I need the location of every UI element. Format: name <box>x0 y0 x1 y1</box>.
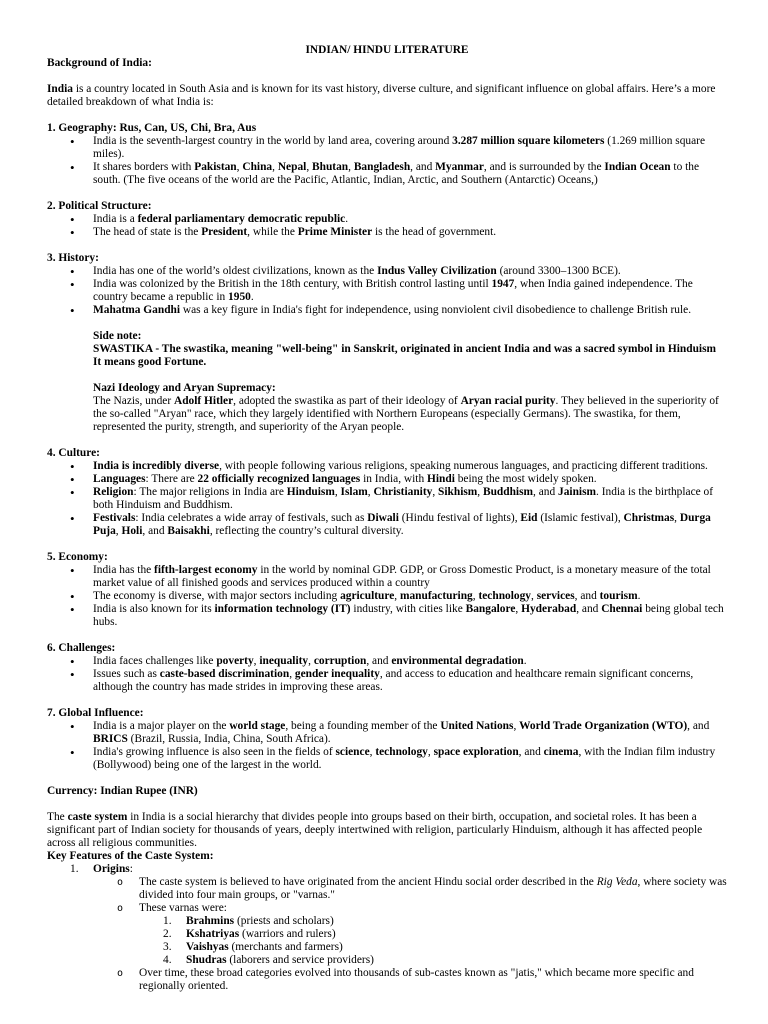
currency-heading: Currency: Indian Rupee (INR) <box>47 785 198 797</box>
text-run: . <box>250 291 254 303</box>
bullet-item <box>93 668 727 694</box>
text-run: , and <box>142 525 168 537</box>
text-run: (around 3300–1300 BCE). <box>496 265 621 277</box>
text-run: , <box>253 655 260 667</box>
text-run: . They believed in the superiority of the so-called "Aryan" race, which they largely identified with Northern Europeans (especially Germans). The swastika, for them, represented the purity, strength, and superiority of the Aryan people. <box>93 395 719 433</box>
text-run: , <box>432 486 439 498</box>
text-run: , when India gained independence. The country became a republic in <box>93 278 693 303</box>
bullet-item <box>93 486 727 512</box>
text-run: Hinduism <box>286 486 335 498</box>
text-run: cinema <box>543 746 579 758</box>
text-run: India is a major player on the <box>93 720 230 732</box>
text-run: , and <box>518 746 544 758</box>
text-run: in India, with <box>360 473 428 485</box>
text-run: caste system <box>67 811 128 823</box>
text-run: poverty <box>216 655 254 667</box>
varna-number: 2. <box>163 928 172 940</box>
text-run: in India is a social hierarchy that divides people into groups based on their birth, occupation, and societal roles. It has been a significant part of Indian society for thousands of years, deeply intertwined with religion, particularly Hinduism, although it has affected people across all religious communities. <box>47 811 703 849</box>
text-run: (Hindu festival of lights), <box>398 512 521 524</box>
text-run: agriculture <box>340 590 395 602</box>
bullet-item <box>93 304 727 317</box>
text-run: in the world by nominal GDP. GDP, or Gross Domestic Product, is a monetary measure of the total market value of all finished goods and services produced within a country <box>93 564 711 589</box>
text-run: Mahatma Gandhi <box>93 304 181 316</box>
document-title: INDIAN/ HINDU LITERATURE <box>305 44 469 56</box>
varna-item <box>163 928 727 941</box>
varna-description: (merchants and farmers) <box>228 941 343 953</box>
text-run: , <box>289 668 295 680</box>
text-run: technology <box>375 746 428 758</box>
section-heading: 1. Geography: Rus, Can, US, Chi, Bra, Aus <box>47 122 257 134</box>
section-heading: 7. Global Influence: <box>47 707 144 719</box>
text-run: Bangladesh <box>353 161 411 173</box>
bullet-item <box>93 226 727 239</box>
bullet-list <box>47 135 727 187</box>
text-run: caste-based discrimination <box>159 668 290 680</box>
text-run: , <box>115 525 122 537</box>
bullet-item <box>93 161 727 187</box>
text-run: corruption <box>313 655 367 667</box>
text-run: : There are <box>145 473 198 485</box>
bullet-list <box>47 460 727 538</box>
text-run: , <box>348 161 354 173</box>
text-run: Prime Minister <box>297 226 373 238</box>
section-heading: 2. Political Structure: <box>47 200 152 212</box>
origins-sub-item <box>117 967 727 993</box>
text-run: India <box>47 83 73 95</box>
text-run: Bhutan <box>312 161 349 173</box>
bullet-item <box>93 655 727 668</box>
sections-container <box>47 122 727 772</box>
text-run: , <box>369 746 376 758</box>
varna-number: 4. <box>163 954 172 966</box>
text-run: fifth-largest economy <box>154 564 258 576</box>
text-run: Nepal <box>277 161 307 173</box>
text-run: tourism <box>599 590 638 602</box>
text-run: Islam <box>340 486 368 498</box>
text-run: Issues such as <box>93 668 160 680</box>
text-run: gender inequality <box>294 668 380 680</box>
text-run: is a country located in South Asia and is known for its vast history, diverse culture, and significant influence on global affairs. Here’s a more detailed breakdown of what India is: <box>47 83 716 108</box>
text-run: inequality <box>259 655 309 667</box>
text-run: , <box>308 655 314 667</box>
text-run: science <box>335 746 370 758</box>
text-run: , <box>236 161 243 173</box>
text-run: technology <box>478 590 531 602</box>
text-run: India faces challenges like <box>93 655 217 667</box>
text-run: Rig Veda <box>596 876 638 888</box>
text-run: environmental degradation <box>391 655 524 667</box>
text-run: Christianity <box>373 486 433 498</box>
text-run: , and is surrounded by the <box>483 161 605 173</box>
bullet-item <box>93 720 727 746</box>
text-run: , <box>272 161 278 173</box>
text-run: India's growing influence is also seen in the fields of <box>93 746 336 758</box>
bullet-item <box>93 590 727 603</box>
text-run: United Nations <box>440 720 514 732</box>
text-run: India has the <box>93 564 155 576</box>
bullet-item <box>93 278 727 304</box>
text-run: (Brazil, Russia, India, China, South Africa). <box>127 733 331 745</box>
text-run: , reflecting the country’s cultural diversity. <box>209 525 404 537</box>
section-heading: 3. History: <box>47 252 99 264</box>
text-run: , <box>530 590 537 602</box>
text-run: The head of state is the <box>93 226 202 238</box>
text-run: is the head of government. <box>372 226 497 238</box>
text-run: , and <box>574 590 600 602</box>
text-run: India is also known for its <box>93 603 215 615</box>
varna-description: (laborers and service providers) <box>226 954 374 966</box>
text-run: , <box>306 161 313 173</box>
text-run: The caste system is believed to have originated from the ancient Hindu social order described in the <box>139 876 597 888</box>
text-run: Baisakhi <box>167 525 210 537</box>
text-run: Holi <box>121 525 143 537</box>
bullet-item <box>93 265 727 278</box>
text-run: (Islamic festival), <box>537 512 624 524</box>
section-heading: 6. Challenges: <box>47 642 116 654</box>
origins-number: 1. <box>70 863 79 875</box>
text-run: Jainism <box>558 486 597 498</box>
text-run: , where society was divided into four main groups, or "varnas." <box>139 876 727 901</box>
text-run: Religion <box>93 486 134 498</box>
text-run: space exploration <box>433 746 519 758</box>
origins-sub-item <box>117 876 727 902</box>
text-run: 1950 <box>228 291 251 303</box>
text-run: Bangalore <box>465 603 516 615</box>
text-run: Hindi <box>427 473 455 485</box>
sub-bullet-marker: o <box>117 903 124 914</box>
varna-description: (priests and scholars) <box>234 915 334 927</box>
varna-item <box>163 941 727 954</box>
text-run: , and <box>687 720 710 732</box>
text-run: being global tech hubs. <box>93 603 724 628</box>
background-heading: Background of India: <box>47 57 152 69</box>
text-run: Eid <box>520 512 538 524</box>
text-run: , and access to education and healthcare remain significant concerns, although the country has made strides in improving these areas. <box>93 668 694 693</box>
text-run: Hyderabad <box>521 603 577 615</box>
text-run: , <box>513 720 520 732</box>
text-run: , with the Indian film industry (Bollywood) being one of the largest in the world. <box>93 746 716 771</box>
text-run: . <box>637 590 641 602</box>
text-run: (1.269 million square miles). <box>93 135 706 160</box>
text-run: India is the seventh-largest country in the world by land area, covering around <box>93 135 453 147</box>
varna-name: Kshatriyas <box>186 928 240 940</box>
varna-number: 1. <box>163 915 172 927</box>
text-run: . <box>523 655 527 667</box>
text-run: Pakistan <box>194 161 237 173</box>
bullet-item <box>93 746 727 772</box>
text-run: Chennai <box>601 603 643 615</box>
text-run: President <box>201 226 248 238</box>
text-run: Festivals <box>93 512 136 524</box>
note-body <box>93 395 727 434</box>
text-run: Over time, these broad categories evolved into thousands of sub-castes known as "jatis," which became more specific and regionally oriented. <box>139 967 694 992</box>
text-run: : The major religions in India are <box>133 486 287 498</box>
text-run: The Nazis, under <box>93 395 174 407</box>
text-run: China <box>242 161 273 173</box>
section-heading: 5. Economy: <box>47 551 108 563</box>
text-run: , <box>515 603 522 615</box>
document-body <box>47 44 727 993</box>
text-run: Christmas <box>623 512 675 524</box>
text-run: information technology (IT) <box>214 603 351 615</box>
sub-bullet-marker: o <box>117 877 124 888</box>
text-run: Indian Ocean <box>604 161 671 173</box>
bullet-list <box>47 720 727 772</box>
text-run: . India is the birthplace of both Hinduism and Buddhism. <box>93 486 714 511</box>
text-run: , <box>334 486 341 498</box>
note-body <box>93 343 727 369</box>
text-run: India is incredibly diverse <box>93 460 220 472</box>
text-run: manufacturing <box>399 590 473 602</box>
text-run: , and <box>366 655 392 667</box>
origins-item <box>70 863 727 993</box>
bullet-list <box>47 265 727 317</box>
text-run: Buddhism <box>483 486 534 498</box>
bullet-item <box>93 135 727 161</box>
text-run: Aryan racial purity <box>460 395 556 407</box>
text-run: , adopted the swastika as part of their ideology of <box>233 395 461 407</box>
caste-intro-paragraph <box>47 811 727 850</box>
text-run: India was colonized by the British in the 18th century, with British control lasting until <box>93 278 492 290</box>
text-run: services <box>536 590 575 602</box>
text-run: industry, with cities like <box>350 603 466 615</box>
varna-name: Vaishyas <box>186 941 229 953</box>
caste-features-list <box>47 863 727 993</box>
text-run: , and <box>576 603 602 615</box>
bullet-item <box>93 603 727 629</box>
text-run: It shares borders with <box>93 161 195 173</box>
varna-list <box>139 915 727 967</box>
text-run: 22 officially recognized languages <box>197 473 361 485</box>
text-run: , <box>394 590 400 602</box>
note-heading: Nazi Ideology and Aryan Supremacy: <box>93 382 276 394</box>
bullet-item <box>93 564 727 590</box>
text-run: Diwali <box>367 512 399 524</box>
origins-sub-list <box>47 876 727 993</box>
caste-features-heading: Key Features of the Caste System: <box>47 850 214 862</box>
bullet-item <box>93 213 727 226</box>
origins-sub-item <box>117 902 727 967</box>
text-run: The economy is diverse, with major sectors including <box>93 590 341 602</box>
varna-name: Brahmins <box>186 915 235 927</box>
text-run: India is a <box>93 213 138 225</box>
text-run: The <box>47 811 68 823</box>
text-run: 1947 <box>491 278 515 290</box>
bullet-list <box>47 564 727 629</box>
note-heading: Side note: <box>93 330 142 342</box>
bullet-list <box>47 655 727 694</box>
text-run: Languages <box>93 473 146 485</box>
text-run: , <box>367 486 374 498</box>
section-heading: 4. Culture: <box>47 447 100 459</box>
text-run: , <box>427 746 434 758</box>
text-run: BRICS <box>93 733 128 745</box>
text-run: , being a founding member of the <box>285 720 441 732</box>
text-run: , with people following various religions, speaking numerous languages, and practicing different traditions. <box>219 460 708 472</box>
text-run: world stage <box>229 720 286 732</box>
sub-bullet-marker: o <box>117 968 124 979</box>
text-run: , <box>674 512 680 524</box>
text-run: was a key figure in India's fight for independence, using nonviolent civil disobedience to challenge British rule. <box>180 304 692 316</box>
text-run: federal parliamentary democratic republic <box>137 213 346 225</box>
varna-number: 3. <box>163 941 172 953</box>
text-run: Myanmar <box>435 161 484 173</box>
text-run: , and <box>533 486 559 498</box>
text-run: Durga Puja <box>93 512 711 537</box>
text-run: 3.287 million square kilometers <box>452 135 605 147</box>
text-run: . <box>345 213 349 225</box>
bullet-item <box>93 473 727 486</box>
text-run: World Trade Organization (WTO) <box>519 720 688 732</box>
text-run: Sikhism <box>438 486 478 498</box>
text-run: Adolf Hitler <box>173 395 234 407</box>
varna-name: Shudras <box>186 954 227 966</box>
text-run: , and <box>410 161 436 173</box>
text-run: being the most widely spoken. <box>454 473 597 485</box>
bullet-item <box>93 460 727 473</box>
text-run: SWASTIKA - The swastika, meaning "well-being" in Sanskrit, originated in ancient India and was a sacred symbol in Hinduism It means good Fortune. <box>93 343 717 368</box>
origins-suffix: : <box>129 863 133 875</box>
text-run: : India celebrates a wide array of festivals, such as <box>135 512 368 524</box>
bullet-list <box>47 213 727 239</box>
text-run: Indus Valley Civilization <box>377 265 497 277</box>
text-run: , while the <box>247 226 298 238</box>
text-run: These varnas were: <box>139 902 227 914</box>
varna-item <box>163 915 727 928</box>
text-run: India has one of the world’s oldest civilizations, known as the <box>93 265 378 277</box>
origins-label: Origins <box>93 863 130 875</box>
text-run: , <box>477 486 483 498</box>
bullet-item <box>93 512 727 538</box>
varna-item <box>163 954 727 967</box>
intro-paragraph <box>47 83 727 109</box>
text-run: , <box>472 590 479 602</box>
varna-description: (warriors and rulers) <box>239 928 336 940</box>
text-run: to the south. (The five oceans of the world are the Pacific, Atlantic, Indian, Arctic, and Southern (Antarctic) Oceans,) <box>93 161 700 186</box>
